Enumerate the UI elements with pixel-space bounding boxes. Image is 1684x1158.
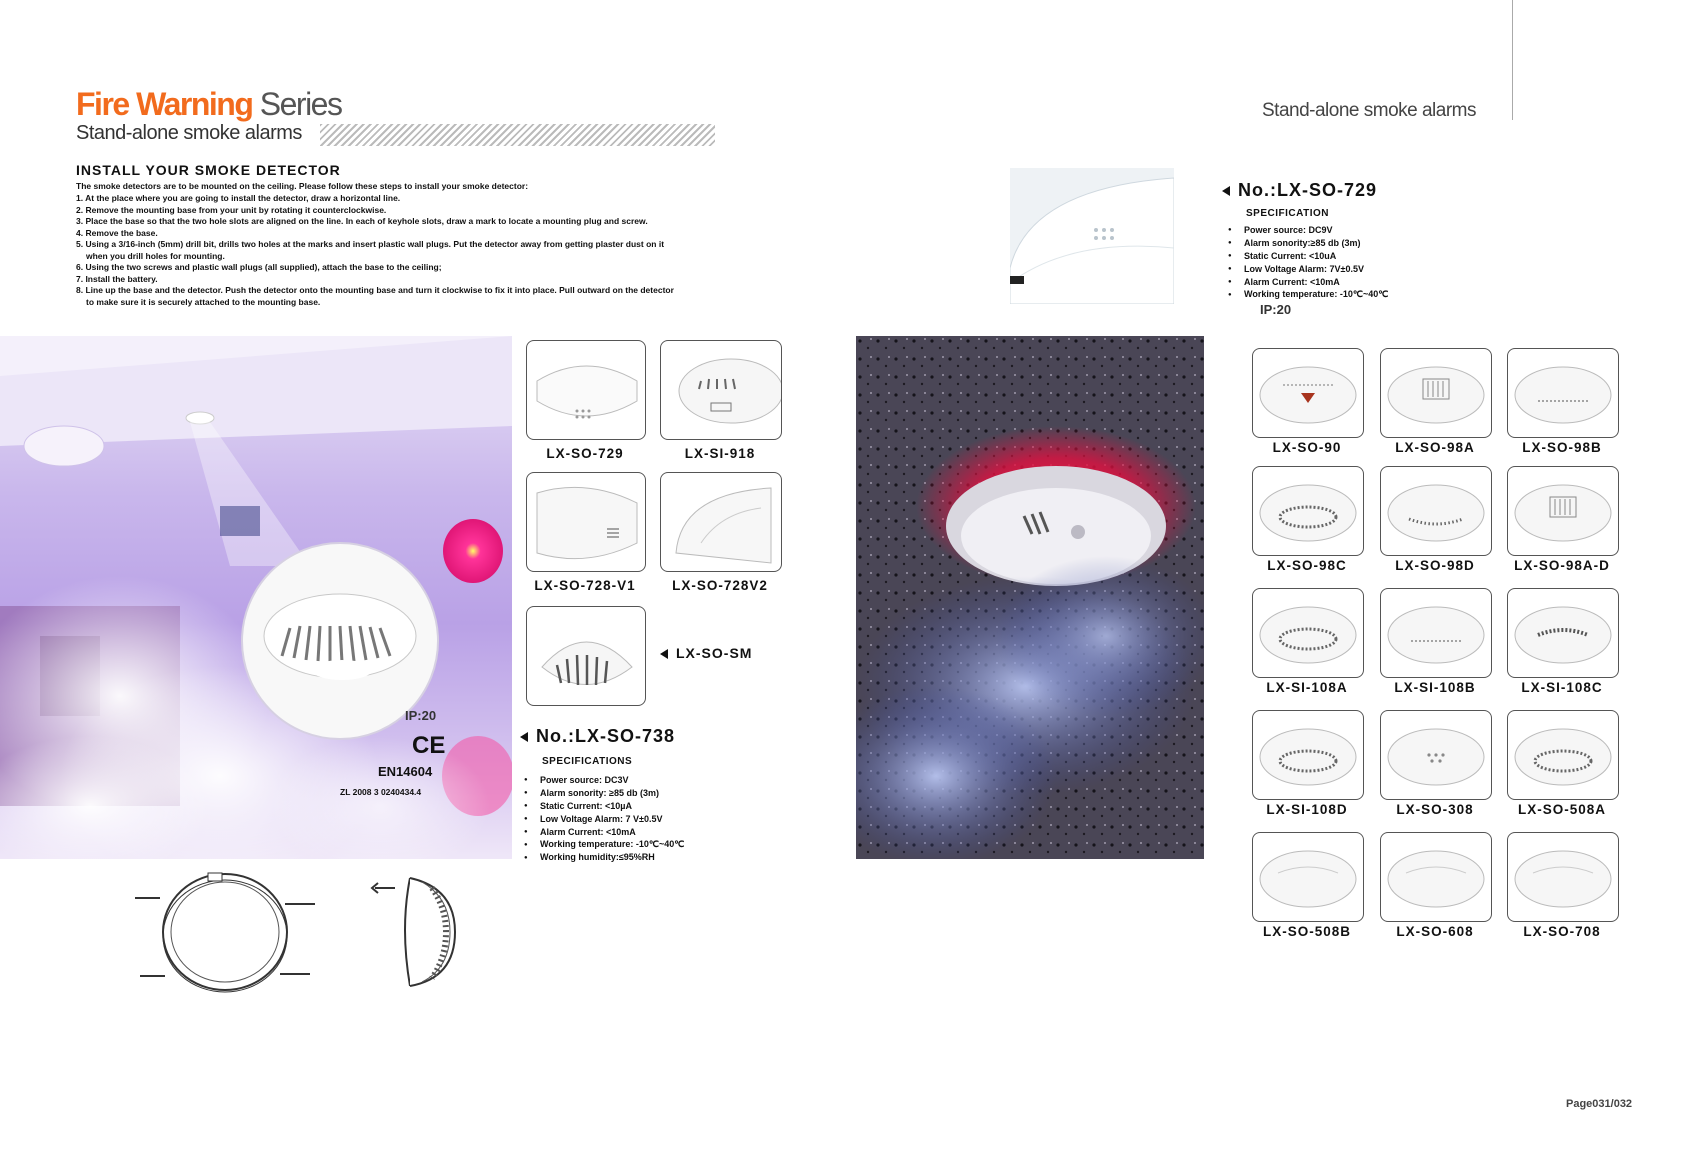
product-caption: LX-SO-90 xyxy=(1272,440,1342,455)
product-image-lx-so-508a xyxy=(1507,710,1619,800)
product-image-lx-so-90 xyxy=(1252,348,1364,438)
install-heading: INSTALL YOUR SMOKE DETECTOR xyxy=(76,162,341,178)
product-caption: LX-SO-308 xyxy=(1396,802,1474,817)
install-step: 7. Install the battery. xyxy=(76,273,158,284)
product-image-lx-si-108a xyxy=(1252,588,1364,678)
smoke-detector-icon xyxy=(1253,467,1363,555)
product-image-lx-si-918 xyxy=(660,340,782,440)
product-image-lx-so-708 xyxy=(1507,832,1619,922)
smoke-detector-icon xyxy=(1508,349,1618,437)
spec-item: ● Alarm Current: <10mA xyxy=(524,826,684,839)
product-caption: LX-SO-98B xyxy=(1522,440,1602,455)
product-image-lx-so-608 xyxy=(1380,832,1492,922)
smoke-detector-icon xyxy=(1381,589,1491,677)
smoke-detector-icon xyxy=(527,607,645,705)
smoke-detector-icon xyxy=(1253,349,1363,437)
model-729-title-row xyxy=(1222,180,1377,201)
product-caption: LX-SO-708 xyxy=(1523,924,1601,939)
model-729-title: No.:LX-SO-729 xyxy=(1238,180,1378,200)
smoke-scene-illustration xyxy=(0,336,512,859)
product-image-lx-so-728v2 xyxy=(660,472,782,572)
product-caption: LX-SO-728V2 xyxy=(672,578,768,593)
pointer-triangle-icon xyxy=(1222,186,1230,196)
ip-rating-right: IP:20 xyxy=(1260,302,1292,317)
patent-number: ZL 2008 3 0240434.4 xyxy=(340,787,422,797)
page-subtitle: Stand-alone smoke alarms xyxy=(76,122,302,144)
install-step: 3. Place the base so that the two hole slots are aligned on the line. In each of keyhole slots, draw a mark to locate a mounting plug and screw. xyxy=(76,216,648,226)
title-rest: Series xyxy=(252,86,342,122)
spec-item: ● Alarm sonority: ≥85 db (3m) xyxy=(524,787,684,800)
smoke-detector-icon xyxy=(1253,711,1363,799)
smoke-detector-icon xyxy=(1508,833,1618,921)
product-caption: LX-SO-98A xyxy=(1395,440,1475,455)
smoke-detector-icon xyxy=(527,473,645,571)
spec-item: ● Low Voltage Alarm: 7 V±0.5V xyxy=(524,813,684,826)
product-caption: LX-SI-108C xyxy=(1521,680,1603,695)
pointer-triangle-icon xyxy=(520,732,528,742)
smoke-detector-icon xyxy=(1253,589,1363,677)
smoke-detector-icon xyxy=(661,473,781,571)
product-caption: LX-SO-98D xyxy=(1395,558,1475,573)
product-image-lx-so-729-large xyxy=(1010,168,1174,304)
model-738-spec-heading: SPECIFICATIONS xyxy=(542,756,633,767)
model-729-spec-heading: SPECIFICATION xyxy=(1246,208,1329,219)
page-title xyxy=(76,86,341,123)
product-image-lx-so-508b xyxy=(1252,832,1364,922)
ip-rating-left: IP:20 xyxy=(405,708,437,723)
ce-mark: CE xyxy=(412,732,446,759)
smoke-detector-icon xyxy=(1381,349,1491,437)
product-caption: LX-SO-728-V1 xyxy=(534,578,636,593)
product-caption: LX-SI-108D xyxy=(1266,802,1348,817)
alarm-smoke-illustration xyxy=(856,336,1204,859)
right-page-title: Stand-alone smoke alarms xyxy=(1262,100,1476,121)
install-step: to make sure it is securely attached to the mounting base. xyxy=(86,296,321,307)
product-image-lx-so-sm xyxy=(526,606,646,706)
product-caption: LX-SO-SM xyxy=(676,645,753,661)
smoke-detector-icon xyxy=(661,341,781,439)
spec-item: ● Alarm Current: <10mA xyxy=(1228,276,1388,289)
product-caption: LX-SO-508B xyxy=(1262,924,1352,939)
spec-item: ● Working humidity:≤95%RH xyxy=(524,851,684,864)
smoke-detector-icon xyxy=(1508,711,1618,799)
smoke-detector-icon xyxy=(1508,467,1618,555)
spec-item: ● Working temperature: -10℃~40℃ xyxy=(524,838,684,851)
model-738-title-row xyxy=(520,726,675,747)
install-steps xyxy=(76,193,736,308)
product-caption: LX-SI-108B xyxy=(1394,680,1476,695)
spec-item: ● Alarm sonority:≥85 db (3m) xyxy=(1228,237,1388,250)
product-image-lx-so-98a-d xyxy=(1507,466,1619,556)
product-image-lx-si-108b xyxy=(1380,588,1492,678)
smoke-detector-icon xyxy=(1508,589,1618,677)
spec-item: ● Power source: DC9V xyxy=(1228,224,1388,237)
mounting-base-diagram xyxy=(130,868,320,996)
install-step: 6. Using the two screws and plastic wall plugs (all supplied), attach the base to the ceiling; xyxy=(76,262,442,272)
product-image-lx-so-728-v1 xyxy=(526,472,646,572)
product-caption: LX-SO-608 xyxy=(1396,924,1474,939)
page-number: Page031/032 xyxy=(1566,1098,1633,1110)
product-image-lx-so-98d xyxy=(1380,466,1492,556)
spec-item: ● Low Voltage Alarm: 7V±0.5V xyxy=(1228,263,1388,276)
product-image-lx-si-108c xyxy=(1507,588,1619,678)
smoke-detector-icon xyxy=(1381,711,1491,799)
smoke-detector-icon xyxy=(1381,467,1491,555)
product-caption: LX-SO-98A-D xyxy=(1514,558,1610,573)
product-image-lx-so-308 xyxy=(1380,710,1492,800)
smoke-detector-icon xyxy=(1253,833,1363,921)
product-image-lx-so-98c xyxy=(1252,466,1364,556)
spec-item: ● Power source: DC3V xyxy=(524,774,684,787)
smoke-detector-icon xyxy=(1381,833,1491,921)
spec-item: ● Static Current: <10µA xyxy=(524,800,684,813)
product-image-lx-si-108d xyxy=(1252,710,1364,800)
model-738-spec-list xyxy=(524,774,684,864)
pointer-triangle-icon xyxy=(660,649,668,659)
smoke-scene-photo xyxy=(0,336,512,859)
margin-divider xyxy=(1512,0,1513,120)
install-step: 1. At the place where you are going to install the detector, draw a horizontal line. xyxy=(76,193,401,203)
detector-attach-diagram xyxy=(370,868,465,996)
install-step: when you drill holes for mounting. xyxy=(86,250,225,261)
product-caption: LX-SO-98C xyxy=(1267,558,1347,573)
model-738-title: No.:LX-SO-738 xyxy=(536,726,676,746)
standard-label: EN14604 xyxy=(378,764,433,779)
smoke-detector-icon xyxy=(527,341,645,439)
smoke-detector-icon xyxy=(1010,168,1174,304)
spec-item: ● Static Current: <10uA xyxy=(1228,250,1388,263)
product-caption: LX-SI-918 xyxy=(684,446,756,461)
product-pointer-lx-so-sm xyxy=(660,645,752,661)
product-image-lx-so-729 xyxy=(526,340,646,440)
product-image-lx-so-98b xyxy=(1507,348,1619,438)
title-highlight: Fire Warning xyxy=(76,86,253,122)
model-729-spec-list xyxy=(1228,224,1388,301)
product-caption: LX-SO-508A xyxy=(1517,802,1607,817)
install-step: 2. Remove the mounting base from your unit by rotating it counterclockwise. xyxy=(76,204,387,215)
install-step: 5. Using a 3/16-inch (5mm) drill bit, drills two holes at the marks and insert plastic wall plugs. Put the detector away from getting plaster dust on it xyxy=(76,239,665,249)
install-step: 4. Remove the base. xyxy=(76,227,158,238)
hatch-divider xyxy=(320,124,715,146)
product-caption: LX-SO-729 xyxy=(546,446,624,461)
alarm-in-smoke-photo xyxy=(856,336,1204,859)
spec-item: ● Working temperature: -10℃~40℃ xyxy=(1228,288,1388,301)
product-image-lx-so-98a xyxy=(1380,348,1492,438)
install-intro: The smoke detectors are to be mounted on the ceiling. Please follow these steps to install your smoke detector: xyxy=(76,181,529,191)
product-caption: LX-SI-108A xyxy=(1266,680,1348,695)
install-step: 8. Line up the base and the detector. Push the detector onto the mounting base and turn it clockwise to fix it into place. Pull outward on the detector xyxy=(76,285,674,295)
